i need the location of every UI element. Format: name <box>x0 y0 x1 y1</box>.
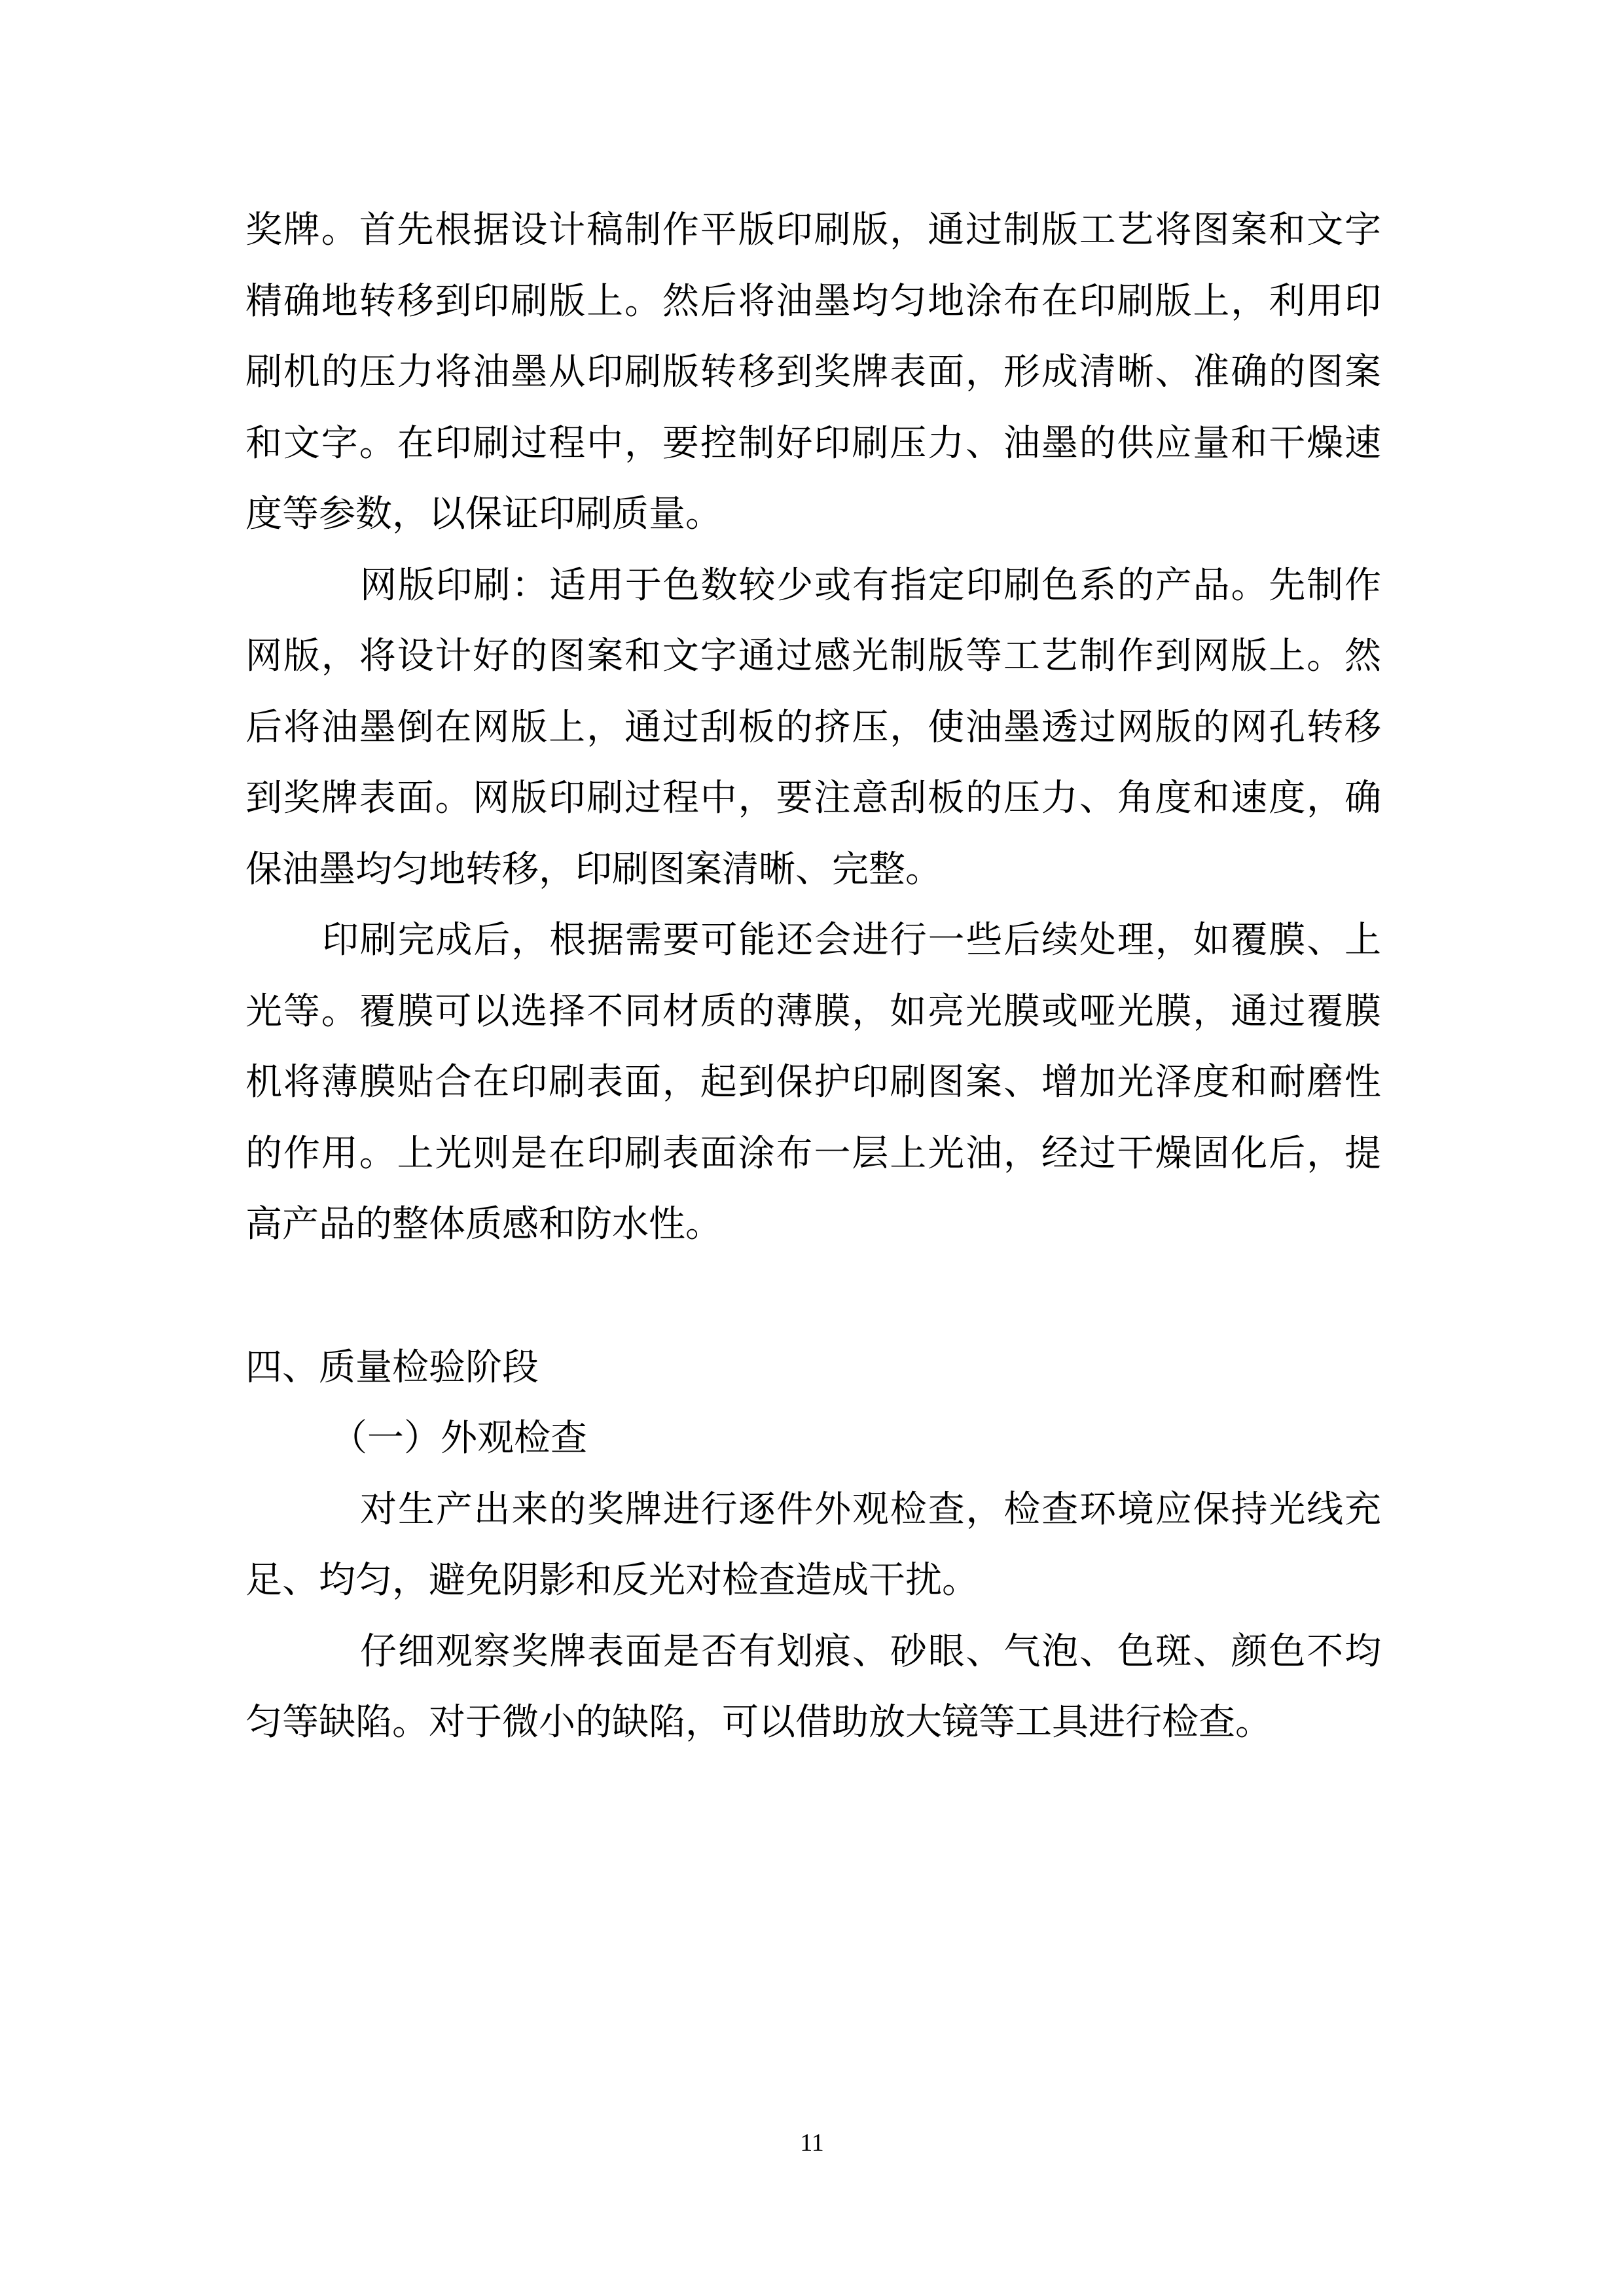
section-heading: 四、质量检验阶段 <box>245 1346 539 1389</box>
paragraph-defect-check: 仔细观察奖牌表面是否有划痕、砂眼、气泡、色斑、颜色不均匀等缺陷。对于微小的缺陷，可以借助放大镜等工具进行检查。 <box>245 1630 1381 1744</box>
paragraph-offset-printing: 奖牌。首先根据设计稿制作平版印刷版，通过制版工艺将图案和文字精确地转移到印刷版上。然后将油墨均匀地涂布在印刷版上，利用印刷机的压力将油墨从印刷版转移到奖牌表面，形成清晰、准确的图案和文字。在印刷过程中，要控制好印刷压力、油墨的供应量和干燥速度等参数，以保证印刷质量。 <box>245 209 1381 535</box>
document-body <box>245 195 1381 1759</box>
paragraph-inspection-environment: 对生产出来的奖牌进行逐件外观检查，检查环境应保持光线充足、均匀，避免阴影和反光对检查造成干扰。 <box>245 1488 1381 1602</box>
sub-heading: （一）外观检查 <box>331 1417 587 1460</box>
paragraph-screen-printing: 网版印刷：适用于色数较少或有指定印刷色系的产品。先制作网版，将设计好的图案和文字通过感光制版等工艺制作到网版上。然后将油墨倒在网版上，通过刮板的挤压，使油墨透过网版的网孔转移到奖牌表面。网版印刷过程中，要注意刮板的压力、角度和速度，确保油墨均匀地转移，印刷图案清晰、完整。 <box>245 564 1381 891</box>
paragraph-post-processing: 印刷完成后，根据需要可能还会进行一些后续处理，如覆膜、上光等。覆膜可以选择不同材质的薄膜，如亮光膜或哑光膜，通过覆膜机将薄膜贴合在印刷表面，起到保护印刷图案、增加光泽度和耐磨性的作用。上光则是在印刷表面涂布一层上光油，经过干燥固化后，提高产品的整体质感和防水性。 <box>245 919 1381 1246</box>
page-number: 11 <box>800 2129 824 2157</box>
